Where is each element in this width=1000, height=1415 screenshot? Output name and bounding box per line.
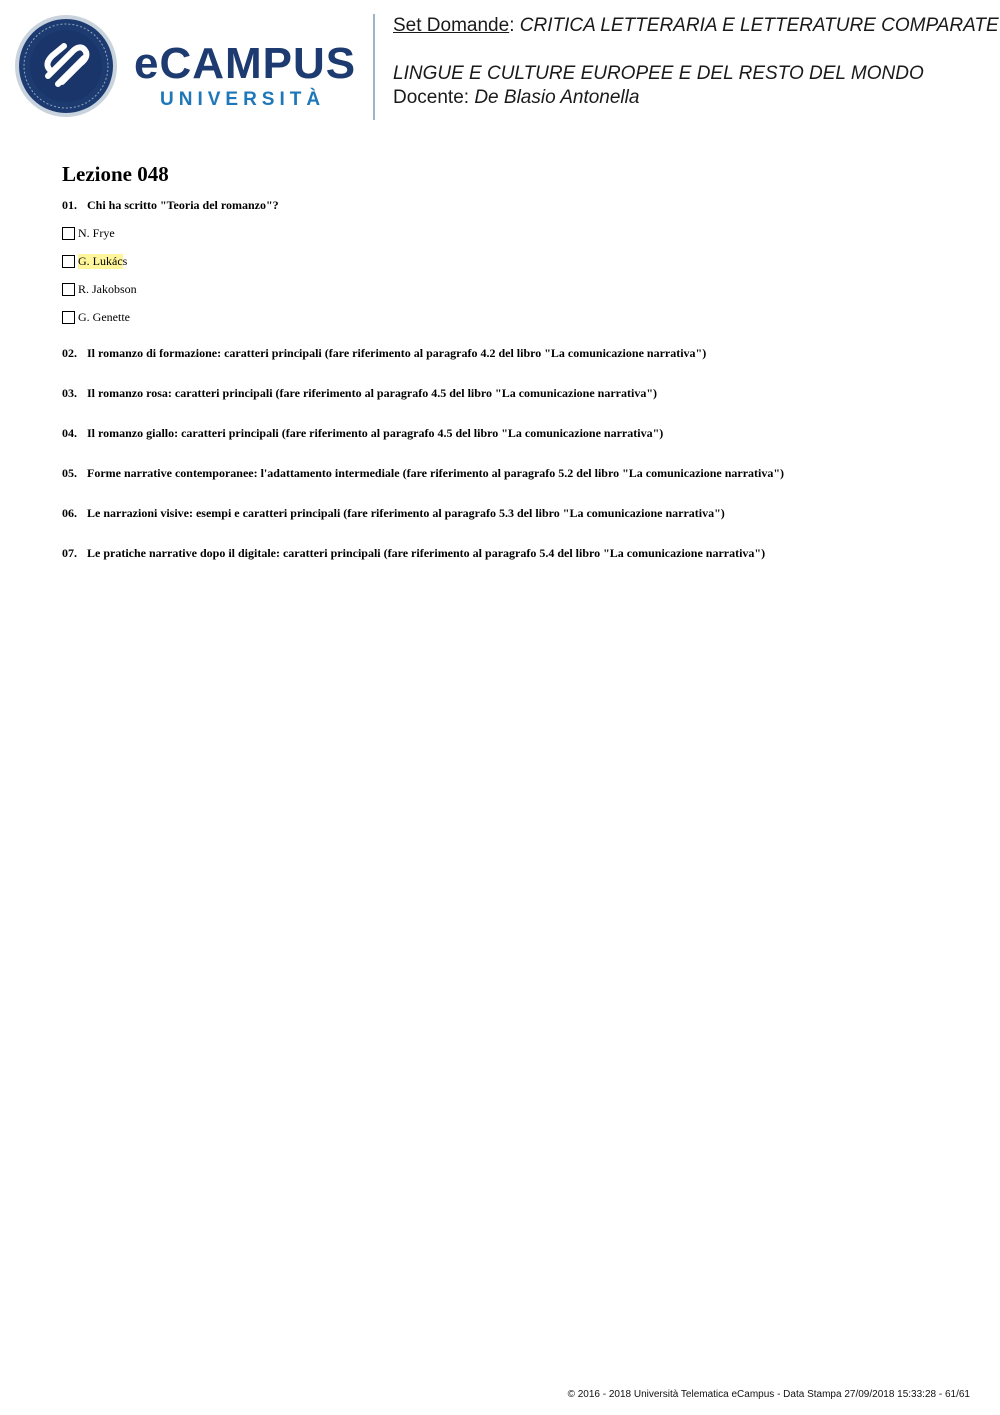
answer-checkbox[interactable] <box>62 311 75 324</box>
answer-checkbox[interactable] <box>62 255 75 268</box>
logo-brand-text: eCAMPUS <box>134 39 357 88</box>
question-02 <box>62 345 962 361</box>
course-name: LINGUE E CULTURE EUROPEE E DEL RESTO DEL MONDO <box>393 63 924 84</box>
question-03 <box>62 385 962 401</box>
question-text: Le narrazioni visive: esempi e caratteri principali (fare riferimento al paragrafo 5.3 del libro "La comunicazione narrativa") <box>87 506 725 520</box>
question-number: 07. <box>62 546 77 560</box>
answer-text-highlighted: G. Lukác <box>78 253 123 268</box>
question-07 <box>62 545 962 561</box>
ecampus-logo <box>14 14 359 118</box>
open-questions <box>62 345 962 561</box>
teacher-line <box>393 86 1000 110</box>
answer-checkbox[interactable] <box>62 227 75 240</box>
answer-text-rest: s <box>122 253 128 268</box>
question-text: Chi ha scritto "Teoria del romanzo"? <box>87 198 279 212</box>
lesson-title: Lezione 048 <box>62 162 169 186</box>
question-text: Forme narrative contemporanee: l'adattamento intermediale (fare riferimento al paragrafo 5.2 del libro "La comunicazione narrativa") <box>87 466 785 480</box>
answer-option <box>62 303 962 331</box>
question-number: 06. <box>62 506 77 520</box>
question-number: 02. <box>62 346 77 360</box>
question-number: 01. <box>62 198 77 212</box>
header-divider <box>373 14 375 120</box>
answer-text: G. Genette <box>78 309 130 324</box>
question-05 <box>62 465 962 481</box>
question-text: Le pratiche narrative dopo il digitale: caratteri principali (fare riferimento al paragrafo 5.4 del libro "La comunicazione narrativa") <box>87 546 766 560</box>
university-seal-icon <box>14 14 118 118</box>
answer-option <box>62 219 962 247</box>
question-06 <box>62 505 962 521</box>
logo-sub-text: UNIVERSITÀ <box>160 89 326 110</box>
page-footer: © 2016 - 2018 Università Telematica eCampus - Data Stampa 27/09/2018 15:33:28 - 61/61 <box>567 1389 970 1400</box>
question-01 <box>62 197 962 213</box>
question-text: Il romanzo di formazione: caratteri principali (fare riferimento al paragrafo 4.2 del libro "La comunicazione narrativa") <box>87 346 707 360</box>
question-set-separator: : <box>509 15 520 36</box>
question-set-label: Set Domande <box>393 15 510 36</box>
question-set-line <box>393 14 1000 38</box>
answer-option <box>62 275 962 303</box>
question-text: Il romanzo giallo: caratteri principali (fare riferimento al paragrafo 4.5 del libro "La comunicazione narrativa") <box>87 426 664 440</box>
answer-options <box>62 219 962 331</box>
answer-option-correct <box>62 247 962 275</box>
lesson-content <box>62 160 962 585</box>
question-number: 04. <box>62 426 77 440</box>
question-number: 03. <box>62 386 77 400</box>
answer-checkbox[interactable] <box>62 283 75 296</box>
teacher-label: Docente: <box>393 87 475 108</box>
document-header <box>393 14 1000 110</box>
question-set-name: CRITICA LETTERARIA E LETTERATURE COMPARATE <box>519 15 999 36</box>
answer-text: R. Jakobson <box>78 281 137 296</box>
teacher-name: De Blasio Antonella <box>474 87 640 108</box>
question-text: Il romanzo rosa: caratteri principali (fare riferimento al paragrafo 4.5 del libro "La comunicazione narrativa") <box>87 386 657 400</box>
question-04 <box>62 425 962 441</box>
question-number: 05. <box>62 466 77 480</box>
answer-text: N. Frye <box>78 225 115 240</box>
